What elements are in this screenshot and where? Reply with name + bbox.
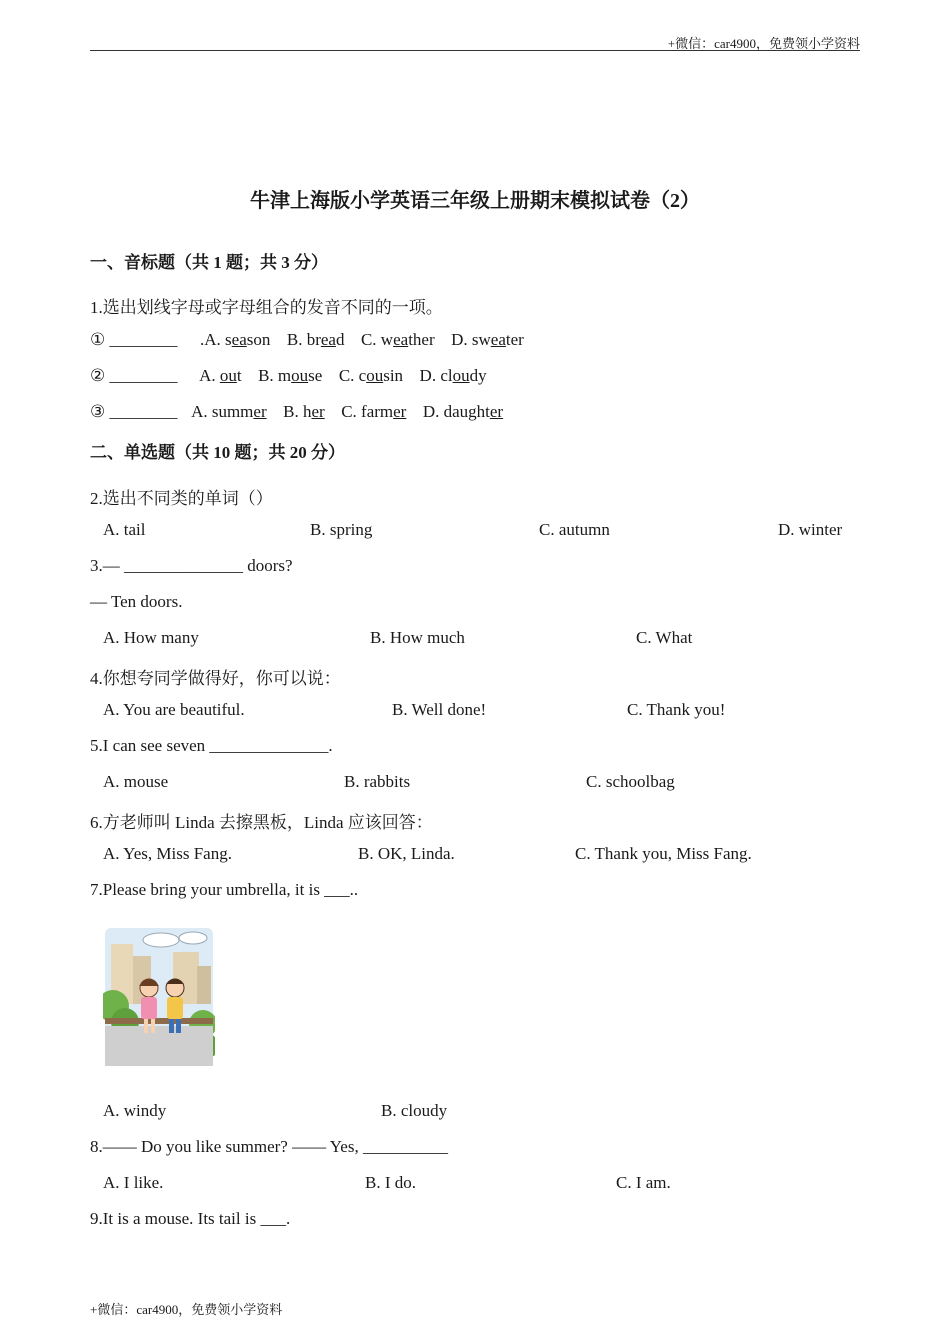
cloudy-day-children-illustration <box>103 926 215 1068</box>
question-6-option-b[interactable]: B. OK, Linda. <box>358 844 455 863</box>
question-7-stem: 7.Please bring your umbrella, it is ___.. <box>90 880 359 899</box>
question-9-stem: 9.It is a mouse. Its tail is ___. <box>90 1209 291 1228</box>
answer-blank[interactable]: ________ <box>109 330 178 349</box>
question-2-option-d[interactable]: D. winter <box>778 520 843 539</box>
option-a: A. summer <box>191 402 267 421</box>
question-4-option-b[interactable]: B. Well done! <box>392 700 487 719</box>
option-b: B. mouse <box>258 366 323 385</box>
question-3-option-c[interactable]: C. What <box>636 628 693 647</box>
row-number: ② <box>90 366 106 385</box>
question-1-stem: 1.选出划线字母或字母组合的发音不同的一项。 <box>90 298 443 317</box>
option-c: C. farmer <box>341 402 407 421</box>
page-title: 牛津上海版小学英语三年级上册期末模拟试卷（2） <box>250 190 700 212</box>
question-6-option-a[interactable]: A. Yes, Miss Fang. <box>103 844 232 863</box>
question-2-option-c[interactable]: C. autumn <box>539 520 610 539</box>
question-8-option-a[interactable]: A. I like. <box>103 1173 164 1192</box>
question-6-stem: 6.方老师叫 Linda 去擦黑板，Linda 应该回答： <box>90 813 433 832</box>
question-5-stem: 5.I can see seven ______________. <box>90 736 333 755</box>
question-7-option-a[interactable]: A. windy <box>103 1101 167 1120</box>
question-2-stem: 2.选出不同类的单词（） <box>90 489 273 508</box>
option-a: A. out <box>199 366 242 385</box>
option-c: C. weather <box>360 330 435 349</box>
question-5-option-c[interactable]: C. schoolbag <box>586 772 675 791</box>
question-7-option-b[interactable]: B. cloudy <box>381 1101 448 1120</box>
option-b: B. bread <box>286 330 345 349</box>
footer-watermark: +微信：car4900，免费领小学资料 <box>90 1302 283 1317</box>
option-d: D. daughter <box>422 402 504 421</box>
question-8-option-c[interactable]: C. I am. <box>616 1173 671 1192</box>
row-number: ① <box>90 330 106 349</box>
question-3-option-a[interactable]: A. How many <box>103 628 199 647</box>
option-b: B. her <box>283 402 325 421</box>
option-d: D. cloudy <box>419 366 487 385</box>
header-watermark: +微信：car4900，免费领小学资料 <box>667 36 860 51</box>
question-4-stem: 4.你想夸同学做得好，你可以说： <box>90 669 341 688</box>
question-3-option-b[interactable]: B. How much <box>370 628 465 647</box>
question-1-row-1 <box>90 330 524 350</box>
header-divider <box>90 50 860 51</box>
question-3-stem: 3.— ______________ doors? <box>90 556 293 575</box>
question-8-option-b[interactable]: B. I do. <box>365 1173 416 1192</box>
question-2-option-a[interactable]: A. tail <box>103 520 146 539</box>
question-6-option-c[interactable]: C. Thank you, Miss Fang. <box>575 844 752 863</box>
row-number: ③ <box>90 402 106 421</box>
option-a: .A. season <box>200 330 271 349</box>
option-c: C. cousin <box>338 366 404 385</box>
question-1-row-3 <box>90 402 503 422</box>
option-d: D. sweater <box>451 330 524 349</box>
question-8-stem: 8.—— Do you like summer? —— Yes, __________ <box>90 1137 448 1156</box>
question-1-row-2 <box>90 366 487 386</box>
question-3-reply: — Ten doors. <box>90 592 183 611</box>
question-5-option-b[interactable]: B. rabbits <box>344 772 411 791</box>
question-4-option-a[interactable]: A. You are beautiful. <box>103 700 245 719</box>
section-heading-multiple-choice: 二、单选题（共 10 题；共 20 分） <box>90 443 345 462</box>
question-5-option-a[interactable]: A. mouse <box>103 772 169 791</box>
question-2-option-b[interactable]: B. spring <box>310 520 373 539</box>
answer-blank[interactable]: ________ <box>109 366 178 385</box>
answer-blank[interactable]: ________ <box>109 402 178 421</box>
question-4-option-c[interactable]: C. Thank you! <box>627 700 726 719</box>
section-heading-phonetics: 一、音标题（共 1 题；共 3 分） <box>90 253 328 272</box>
